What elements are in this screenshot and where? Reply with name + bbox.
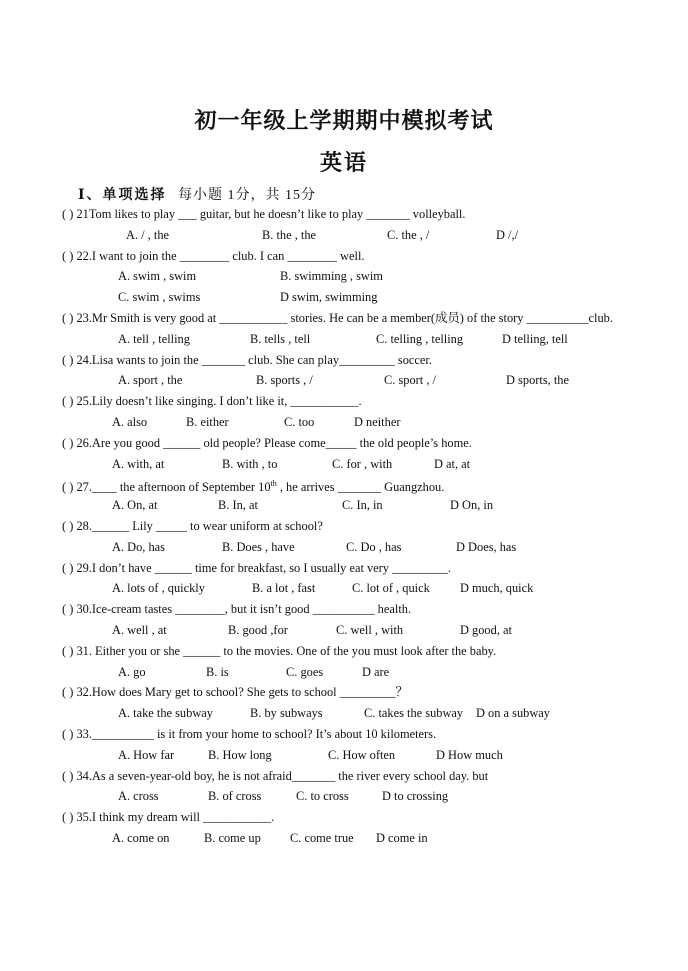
answer-option-d[interactable]: D /,/ bbox=[496, 227, 519, 242]
question-text bbox=[62, 641, 642, 662]
answer-option-a[interactable]: A. well , at bbox=[112, 622, 167, 637]
answer-option-a[interactable]: A. On, at bbox=[112, 498, 158, 513]
question-stem: ( ) 28.______ Lily _____ to wear uniform at school? bbox=[62, 518, 323, 533]
section-note: 每小题 1分，共 15分 bbox=[178, 188, 317, 203]
question-text bbox=[62, 599, 642, 620]
answer-option-d[interactable]: D are bbox=[362, 664, 390, 679]
answer-option-a[interactable]: A. / , the bbox=[126, 227, 170, 242]
question-25 bbox=[62, 391, 642, 433]
question-26 bbox=[62, 433, 642, 475]
question-stem: ( ) 25.Lily doesn’t like singing. I don’t like it, ___________. bbox=[62, 394, 362, 409]
exam-title: 初一年级上学期期中模拟考试 bbox=[194, 108, 494, 133]
answer-option-a[interactable]: A. cross bbox=[118, 789, 159, 804]
answer-options bbox=[62, 828, 642, 849]
answer-options bbox=[62, 620, 642, 641]
answer-option-b[interactable]: B. a lot , fast bbox=[252, 581, 316, 596]
answer-options bbox=[62, 662, 642, 683]
question-stem: ( ) 22.I want to join the ________ club. I can ________ well. bbox=[62, 248, 365, 263]
answer-option-c[interactable]: C. lot of , quick bbox=[352, 581, 430, 596]
answer-option-b[interactable]: B. of cross bbox=[208, 789, 262, 804]
answer-option-b[interactable]: B. by subways bbox=[250, 706, 323, 721]
answer-option-c[interactable]: C. telling , telling bbox=[376, 331, 464, 346]
answer-option-c[interactable]: C. too bbox=[284, 414, 315, 429]
answer-option-b[interactable]: B. swimming , swim bbox=[280, 269, 383, 284]
question-text bbox=[62, 807, 642, 828]
question-32 bbox=[62, 682, 642, 724]
section-heading: Ⅰ、单项选择 bbox=[78, 188, 167, 203]
answer-option-c[interactable]: C. the , / bbox=[387, 227, 430, 242]
answer-option-d[interactable]: D at, at bbox=[434, 456, 471, 471]
answer-option-d[interactable]: D come in bbox=[376, 830, 428, 845]
answer-option-a[interactable]: A. lots of , quickly bbox=[112, 581, 205, 596]
answer-options bbox=[62, 329, 642, 350]
answer-options bbox=[62, 703, 642, 724]
answer-option-b[interactable]: B. the , the bbox=[262, 227, 317, 242]
answer-option-b[interactable]: B. is bbox=[206, 664, 229, 679]
answer-option-a[interactable]: A. go bbox=[118, 664, 146, 679]
answer-option-c[interactable]: C. swim , swims bbox=[118, 290, 201, 305]
answer-option-d[interactable]: D much, quick bbox=[460, 581, 534, 596]
answer-option-b[interactable]: B. In, at bbox=[218, 498, 258, 513]
answer-option-b[interactable]: B. good ,for bbox=[228, 622, 288, 637]
question-text bbox=[62, 350, 642, 371]
answer-options bbox=[62, 495, 642, 516]
question-text bbox=[62, 766, 642, 787]
answer-option-c[interactable]: C. well , with bbox=[336, 622, 404, 637]
answer-option-b[interactable]: B. tells , tell bbox=[250, 331, 311, 346]
answer-options bbox=[62, 266, 642, 287]
answer-option-a[interactable]: A. swim , swim bbox=[118, 269, 197, 284]
answer-option-d[interactable]: D neither bbox=[354, 414, 401, 429]
question-list bbox=[62, 204, 642, 849]
answer-option-b[interactable]: B. Does , have bbox=[222, 539, 295, 554]
question-text bbox=[62, 204, 642, 225]
question-34 bbox=[62, 766, 642, 808]
question-stem: ( ) 21Tom likes to play ___ guitar, but he doesn’t like to play _______ volleyball. bbox=[62, 207, 466, 221]
answer-option-c[interactable]: C. In, in bbox=[342, 498, 383, 513]
answer-option-a[interactable]: A. tell , telling bbox=[118, 331, 190, 346]
answer-option-d[interactable]: D on a subway bbox=[476, 706, 550, 721]
answer-option-d[interactable]: D On, in bbox=[450, 498, 494, 513]
answer-options bbox=[62, 745, 642, 766]
answer-option-d[interactable]: D swim, swimming bbox=[280, 290, 378, 305]
question-stem: ( ) 31. Either you or she ______ to the movies. One of the you must look after the baby. bbox=[62, 643, 497, 658]
answer-options bbox=[62, 786, 642, 807]
answer-option-a[interactable]: A. How far bbox=[118, 747, 175, 762]
question-text bbox=[62, 474, 642, 495]
question-text bbox=[62, 433, 642, 454]
answer-option-d[interactable]: D to crossing bbox=[382, 789, 449, 804]
question-text bbox=[62, 308, 642, 329]
question-text bbox=[62, 516, 642, 537]
question-stem: ( ) 26.Are you good ______ old people? Please come_____ the old people’s home. bbox=[62, 435, 472, 450]
answer-option-d[interactable]: D sports, the bbox=[506, 373, 569, 388]
answer-options bbox=[62, 454, 642, 475]
answer-option-a[interactable]: A. sport , the bbox=[118, 373, 183, 388]
question-stem: ( ) 35.I think my dream will ___________. bbox=[62, 810, 275, 825]
answer-option-c[interactable]: C. come true bbox=[290, 830, 354, 845]
answer-options bbox=[62, 370, 642, 391]
answer-option-d[interactable]: D telling, tell bbox=[502, 331, 568, 346]
question-text bbox=[62, 724, 642, 745]
question-23 bbox=[62, 308, 642, 350]
answer-option-c[interactable]: C. How often bbox=[328, 747, 396, 762]
answer-options bbox=[62, 578, 642, 599]
exam-subject: 英语 bbox=[319, 150, 368, 175]
answer-option-b[interactable]: B. come up bbox=[204, 830, 261, 845]
question-text-part: , he arrives _______ Guangzhou. bbox=[276, 480, 445, 495]
answer-options bbox=[62, 287, 642, 308]
question-stem: ( ) 30.Ice-cream tastes ________, but it isn’t good __________ health. bbox=[62, 602, 412, 617]
question-stem: ( ) 33.__________ is it from your home to school? It’s about 10 kilometers. bbox=[62, 726, 437, 741]
question-33 bbox=[62, 724, 642, 766]
section-header bbox=[78, 184, 316, 204]
answer-options bbox=[62, 412, 642, 433]
answer-option-d[interactable]: D good, at bbox=[460, 622, 512, 637]
answer-option-c[interactable]: C. Do , has bbox=[346, 539, 402, 554]
question-28 bbox=[62, 516, 642, 558]
question-text bbox=[62, 558, 642, 579]
question-stem: ( ) 24.Lisa wants to join the _______ club. She can play_________ soccer. bbox=[62, 352, 432, 367]
answer-option-c[interactable]: C. for , with bbox=[332, 456, 393, 471]
question-stem: ( ) 32.How does Mary get to school? She gets to school _________？ bbox=[62, 685, 408, 700]
answer-option-b[interactable]: B. sports , / bbox=[256, 373, 313, 388]
answer-option-a[interactable]: A. take the subway bbox=[118, 706, 213, 721]
question-30 bbox=[62, 599, 642, 641]
question-21 bbox=[62, 204, 642, 246]
answer-option-c[interactable]: C. takes the subway bbox=[364, 706, 464, 721]
answer-option-c[interactable]: C. goes bbox=[286, 664, 324, 679]
answer-option-a[interactable]: A. come on bbox=[112, 830, 170, 845]
question-29 bbox=[62, 558, 642, 600]
question-35 bbox=[62, 807, 642, 849]
question-stem: ( ) 34.As a seven-year-old boy, he is not afraid_______ the river every school day. but bbox=[62, 768, 489, 783]
answer-option-d[interactable]: D How much bbox=[436, 747, 503, 762]
question-22 bbox=[62, 246, 642, 308]
answer-options bbox=[62, 537, 642, 558]
question-24 bbox=[62, 350, 642, 392]
question-text-part: ( ) 27.____ the afternoon of September 10 bbox=[62, 480, 271, 495]
question-text bbox=[62, 391, 642, 412]
answer-options bbox=[62, 225, 642, 246]
answer-option-b[interactable]: B. How long bbox=[208, 747, 272, 762]
answer-option-a[interactable]: A. with, at bbox=[112, 456, 165, 471]
answer-option-a[interactable]: A. Do, has bbox=[112, 539, 165, 554]
question-stem: ( ) 23.Mr Smith is very good at ___________ stories. He can be a member(成员) of the story __________club. bbox=[62, 310, 613, 325]
question-stem: ( ) 29.I don’t have ______ time for breakfast, so I usually eat very _________. bbox=[62, 560, 451, 575]
question-text bbox=[62, 682, 642, 703]
answer-option-b[interactable]: B. with , to bbox=[222, 456, 278, 471]
answer-option-c[interactable]: C. sport , / bbox=[384, 373, 436, 388]
question-superscript: th bbox=[270, 479, 277, 489]
answer-option-c[interactable]: C. to cross bbox=[296, 789, 349, 804]
answer-option-a[interactable]: A. also bbox=[112, 414, 148, 429]
answer-option-b[interactable]: B. either bbox=[186, 414, 229, 429]
question-31 bbox=[62, 641, 642, 683]
question-27 bbox=[62, 474, 642, 516]
answer-option-d[interactable]: D Does, has bbox=[456, 539, 517, 554]
question-text bbox=[62, 246, 642, 267]
